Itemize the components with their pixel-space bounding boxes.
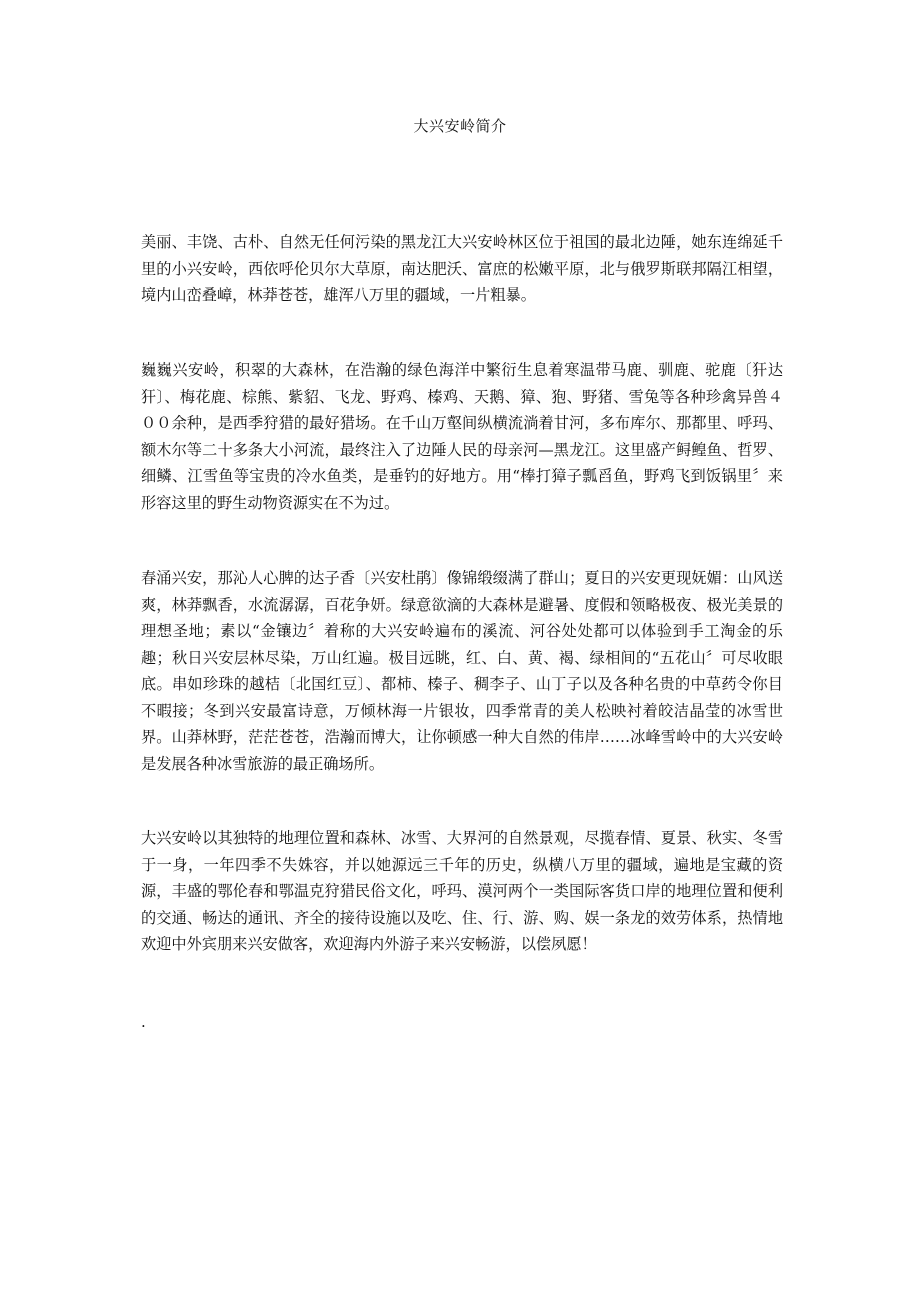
- paragraph-seasons: 春涌兴安，那沁人心脾的达子香〔兴安杜鹃〕像锦缎缀满了群山；夏日的兴安更现妩媚：山风送爽，林莽飘香，水流潺潺，百花争妍。绿意欲滴的大森林是避暑、度假和领略极夜、极光美景的理想圣地；素以“金镶边〞着称的大兴安岭遍布的溪流、河谷处处都可以体验到手工淘金的乐趣；秋日兴安层林尽染，万山红遍。极目远眺，红、白、黄、褐、绿相间的“五花山〞可尽收眼底。串如珍珠的越桔〔北国红豆〕、都柿、榛子、稠李子、山丁子以及各种名贵的中草药令你目不暇接；冬到兴安最富诗意，万倾林海一片银妆，四季常青的美人松映衬着皎洁晶莹的冰雪世界。山莽林野，茫茫苍苍，浩瀚而博大，让你顿感一种大自然的伟岸……冰峰雪岭中的大兴安岭是发展各种冰雪旅游的最正确场所。: [141, 569, 783, 773]
- paragraph-overview: 美丽、丰饶、古朴、自然无任何污染的黑龙江大兴安岭林区位于祖国的最北边陲，她东连绵延千里的小兴安岭，西依呼伦贝尔大草原，南达肥沃、富庶的松嫩平原，北与俄罗斯联邦隔江相望，境内山峦叠嶂，林莽苍苍，雄浑八万里的疆域，一片粗暴。: [141, 233, 783, 304]
- paragraph-welcome: 大兴安岭以其独特的地理位置和森林、冰雪、大界河的自然景观，尽揽春情、夏景、秋实、冬雪于一身，一年四季不失姝容，并以她源远三千年的历史，纵横八万里的疆域，遍地是宝藏的资源，丰盛的鄂伦春和鄂温克狩猎民俗文化，呼玛、漠河两个一类国际客货口岸的地理位置和便利的交通、畅达的通讯、齐全的接待设施以及吃、住、行、游、购、娱一条龙的效劳体系，热情地欢迎中外宾朋来兴安做客，欢迎海内外游子来兴安畅游，以偿夙愿！: [141, 829, 783, 953]
- end-mark: .: [141, 1013, 146, 1031]
- paragraph-wildlife: 巍巍兴安岭，积翠的大森林，在浩瀚的绿色海洋中繁衍生息着寒温带马鹿、驯鹿、驼鹿〔犴达犴〕、梅花鹿、棕熊、紫貂、飞龙、野鸡、榛鸡、天鹅、獐、狍、野猪、雪兔等各种珍禽异兽４００余种，是西季狩猎的最好猎场。在千山万壑间纵横流淌着甘河，多布库尔、那都里、呼玛、额木尔等二十多条大小河流，最终注入了边陲人民的母亲河—黑龙江。这里盛产鲟鳇鱼、哲罗、细鳞、江雪鱼等宝贵的冷水鱼类，是垂钓的好地方。用“棒打獐子瓢舀鱼，野鸡飞到饭锅里〞来形容这里的野生动物资源实在不为过。: [141, 361, 783, 512]
- document-title: 大兴安岭简介: [413, 117, 507, 135]
